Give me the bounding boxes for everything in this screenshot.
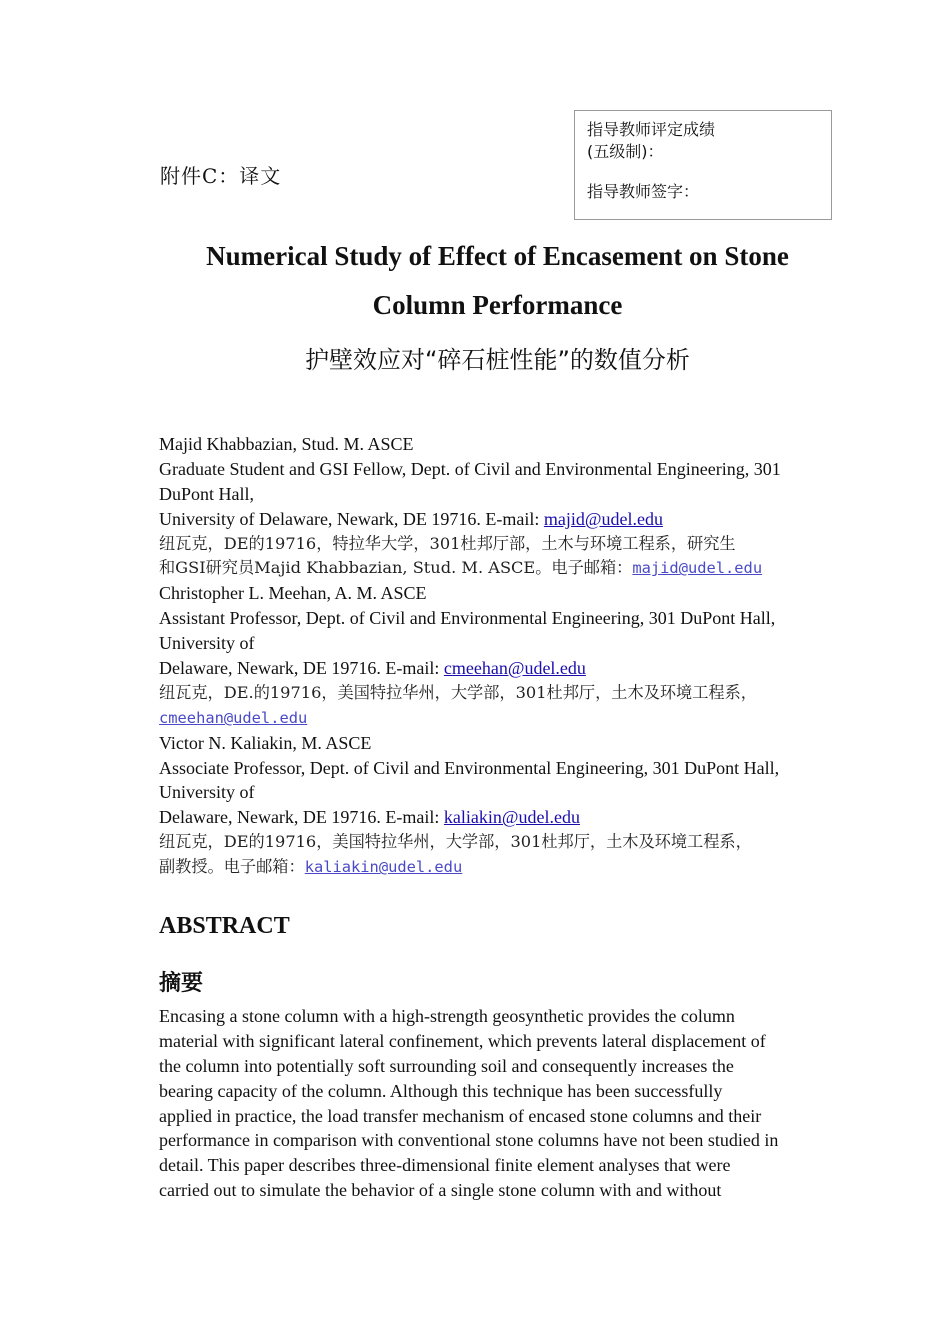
author-1-affiliation-2: DuPont Hall, <box>159 483 255 504</box>
author-block <box>159 432 849 880</box>
abstract-heading-cn: 摘要 <box>159 971 204 996</box>
author-3-email-link[interactable]: kaliakin@udel.edu <box>443 807 580 828</box>
title-en-line-2: Column Performance <box>372 290 623 320</box>
abstract-line: bearing capacity of the column. Although this technique has been successfully <box>159 1080 723 1101</box>
grade-scale-label: (五级制)： <box>587 142 664 161</box>
abstract-line: material with significant lateral confinement, which prevents lateral displacement of <box>159 1030 766 1051</box>
author-1-cn-email-link[interactable]: majid@udel.edu <box>632 559 763 578</box>
author-3-cn-2 <box>159 855 849 880</box>
author-3-cn-2-text: 副教授。电子邮箱： <box>159 857 305 877</box>
author-1-name: Majid Khabbazian, Stud. M. ASCE <box>159 434 414 454</box>
signature-label: 指导教师签字： <box>587 182 700 201</box>
abstract-line: carried out to simulate the behavior of a single stone column with and without <box>159 1180 722 1201</box>
author-2-cn-1: 纽瓦克，DE.的19716，美国特拉华州，大学部，301杜邦厅，土木及环境工程系， <box>159 682 757 702</box>
title-cn: 护壁效应对“碎石桩性能”的数值分析 <box>305 346 690 374</box>
author-2-address: Delaware, Newark, DE 19716. E-mail: <box>159 658 444 679</box>
author-1-address: University of Delaware, Newark, DE 19716. E-mail: <box>159 508 544 529</box>
abstract-line: applied in practice, the load transfer mechanism of encased stone columns and their <box>159 1105 762 1126</box>
author-3-name: Victor N. Kaliakin, M. ASCE <box>159 732 372 753</box>
grade-label: 指导教师评定成绩 <box>587 120 716 139</box>
author-1-affiliation-3 <box>159 507 849 532</box>
author-3-cn-1: 纽瓦克，DE的19716，美国特拉华州，大学部，301杜邦厅，土木及环境工程系， <box>159 832 752 852</box>
author-2-cn-2 <box>159 706 849 731</box>
author-2-affiliation-3 <box>159 656 849 681</box>
abstract-heading: ABSTRACT <box>159 913 290 939</box>
author-1-cn-1: 纽瓦克，DE的19716，特拉华大学，301杜邦厅部，土木与环境工程系，研究生 <box>159 533 736 553</box>
title-en-line-1: Numerical Study of Effect of Encasement on Stone <box>206 241 789 271</box>
author-1-affiliation-1: Graduate Student and GSI Fellow, Dept. of Civil and Environmental Engineering, 301 <box>159 458 781 479</box>
abstract-line: performance in comparison with conventional stone columns have not been studied in <box>159 1130 779 1151</box>
author-2-affiliation-2: University of <box>159 633 255 654</box>
author-2-affiliation-1: Assistant Professor, Dept. of Civil and Environmental Engineering, 301 DuPont Hall, <box>159 608 776 629</box>
abstract-line: detail. This paper describes three-dimensional finite element analyses that were <box>159 1155 731 1176</box>
appendix-label: 附件C：译文 <box>160 164 282 188</box>
author-3-affiliation-1: Associate Professor, Dept. of Civil and Environmental Engineering, 301 DuPont Hall, <box>159 757 780 778</box>
abstract-line: Encasing a stone column with a high-strength geosynthetic provides the column <box>159 1006 735 1026</box>
author-3-affiliation-2: University of <box>159 782 255 803</box>
author-2-cn-email-link[interactable]: cmeehan@udel.edu <box>159 708 308 727</box>
abstract-line: the column into potentially soft surrounding soil and consequently increases the <box>159 1055 734 1076</box>
author-3-cn-email-link[interactable]: kaliakin@udel.edu <box>304 858 463 877</box>
author-2-name: Christopher L. Meehan, A. M. ASCE <box>159 583 427 604</box>
grade-box <box>574 110 832 220</box>
abstract-body <box>159 1004 839 1203</box>
author-3-address: Delaware, Newark, DE 19716. E-mail: <box>159 807 444 828</box>
author-2-email-link[interactable]: cmeehan@udel.edu <box>443 658 586 679</box>
author-3-affiliation-3 <box>159 805 849 830</box>
author-1-cn-2 <box>159 556 849 581</box>
author-1-cn-2-text: 和GSI研究员Majid Khabbazian, Stud. M. ASCE。电子邮箱： <box>159 558 633 578</box>
author-1-email-link[interactable]: majid@udel.edu <box>543 508 663 529</box>
